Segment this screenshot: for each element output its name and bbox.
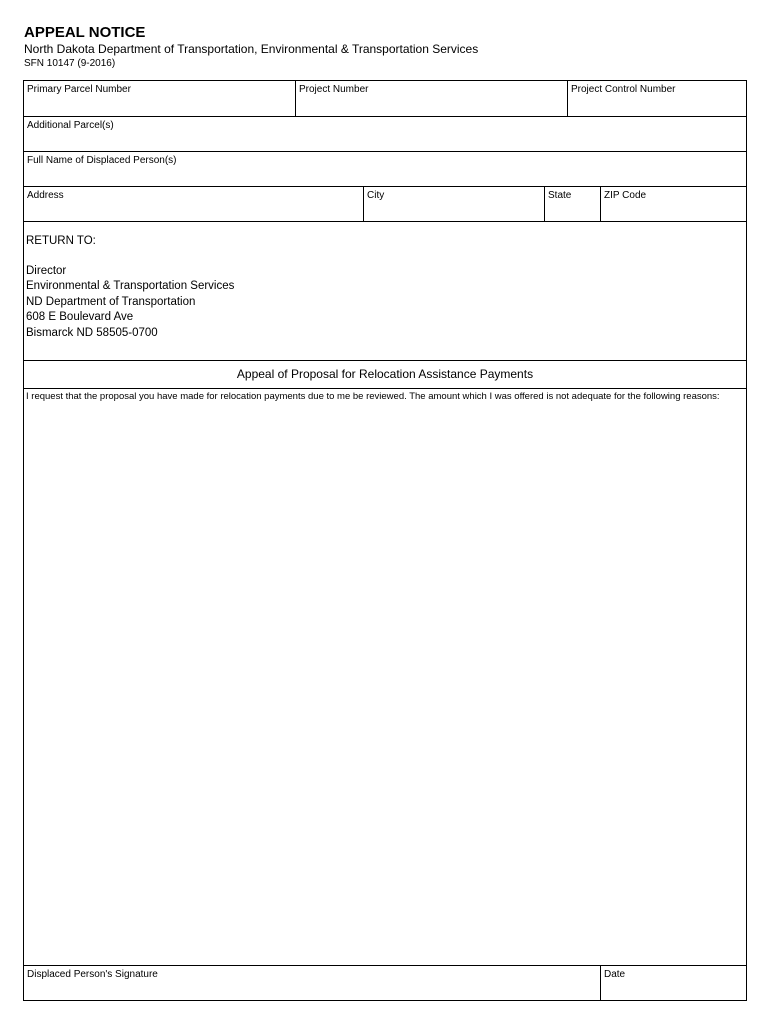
project-number-label: Project Number: [299, 84, 369, 95]
date-input[interactable]: [604, 979, 743, 997]
city-label: City: [367, 190, 385, 201]
state-input[interactable]: [548, 200, 598, 218]
signature-cell: [24, 966, 601, 1000]
section-title-row: [24, 361, 746, 389]
project-number-input[interactable]: [299, 95, 565, 113]
return-to-line: Bismarck ND 58505-0700: [26, 326, 158, 339]
return-to-heading: RETURN TO:: [26, 235, 96, 247]
return-to-address: [24, 222, 746, 353]
full-name-input[interactable]: [27, 165, 743, 183]
additional-parcels-input[interactable]: [27, 130, 743, 148]
address-row: [24, 187, 746, 222]
date-label: Date: [604, 969, 626, 980]
return-to-line: Environmental & Transportation Services: [26, 280, 235, 292]
return-to-line: Director: [26, 264, 67, 277]
project-control-cell: [567, 81, 746, 116]
reasons-block: [24, 389, 746, 966]
primary-parcel-cell: [24, 81, 296, 116]
full-name-row: [24, 152, 746, 187]
section-title: Appeal of Proposal for Relocation Assistance Payments: [236, 367, 534, 381]
address-cell: [24, 187, 364, 221]
primary-parcel-label: Primary Parcel Number: [27, 84, 131, 95]
form-title: APPEAL NOTICE: [24, 24, 146, 41]
primary-parcel-input[interactable]: [27, 95, 293, 113]
full-name-label: Full Name of Displaced Person(s): [27, 155, 177, 166]
state-cell: [544, 187, 601, 221]
city-cell: [363, 187, 545, 221]
appeal-form: [23, 80, 747, 1001]
form-number: SFN 10147 (9-2016): [24, 58, 116, 69]
return-to-block: [24, 222, 746, 361]
additional-parcels-label: Additional Parcel(s): [27, 120, 114, 131]
reasons-textarea[interactable]: [27, 419, 743, 961]
state-label: State: [548, 190, 572, 201]
address-input[interactable]: [27, 200, 361, 218]
zip-cell: [600, 187, 746, 221]
zip-input[interactable]: [604, 200, 743, 218]
return-to-line: ND Department of Transportation: [26, 295, 196, 308]
department-name: North Dakota Department of Transportation, Environmental & Transportation Services: [24, 42, 479, 56]
additional-parcels-row: [24, 117, 746, 152]
zip-label: ZIP Code: [604, 190, 647, 201]
date-cell: [600, 966, 746, 1000]
project-control-input[interactable]: [571, 95, 743, 113]
request-statement: I request that the proposal you have made for relocation payments due to me be reviewed. The amount which I was offered is not adequate for the following reasons:: [26, 391, 720, 402]
project-number-cell: [295, 81, 568, 116]
form-header: [24, 24, 478, 70]
address-label: Address: [27, 190, 64, 201]
signature-label: Displaced Person's Signature: [27, 969, 158, 980]
signature-row: [24, 966, 746, 1000]
return-to-line: 608 E Boulevard Ave: [26, 311, 134, 323]
signature-input[interactable]: [27, 979, 598, 997]
parcel-row: [24, 81, 746, 117]
city-input[interactable]: [367, 200, 542, 218]
project-control-label: Project Control Number: [571, 84, 676, 95]
